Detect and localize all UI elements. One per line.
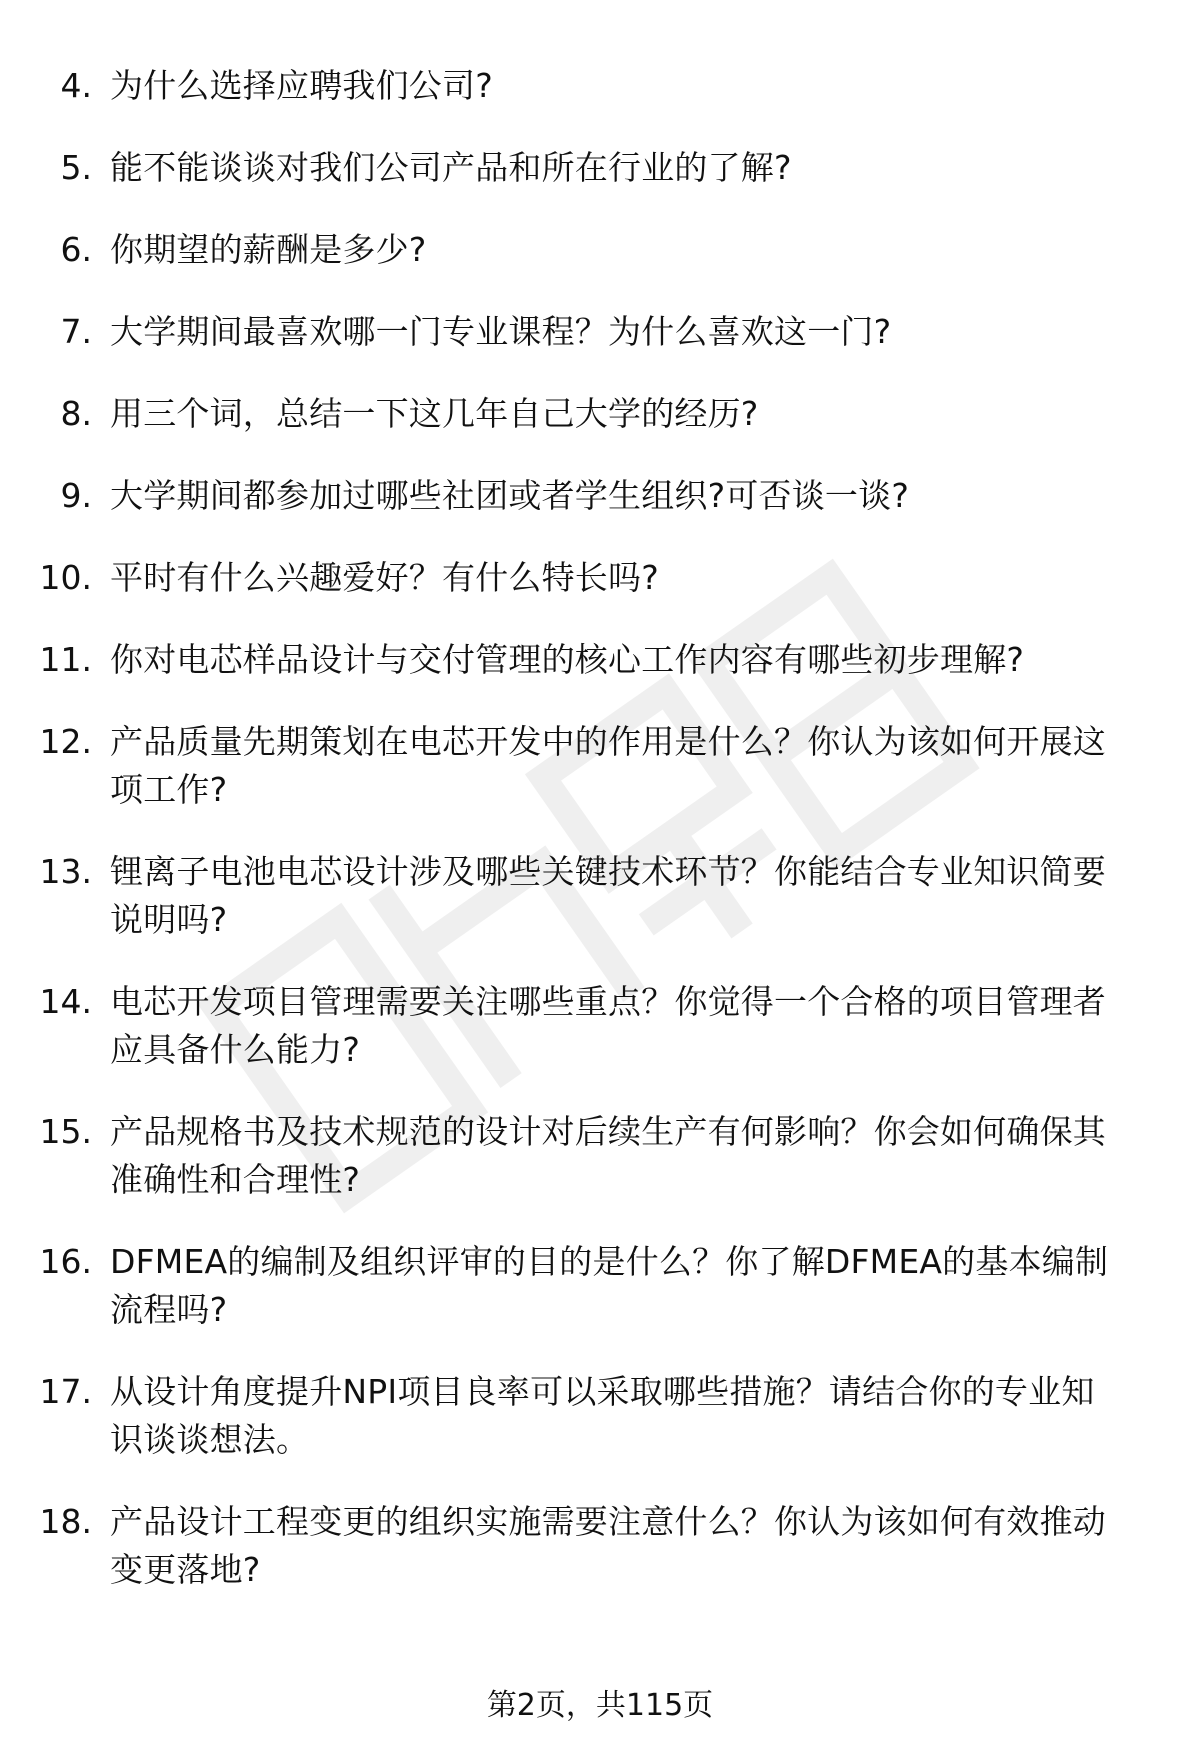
- question-text: 产品规格书及技术规范的设计对后续生产有何影响？你会如何确保其准确性和合理性?: [110, 1112, 1106, 1199]
- question-item: [0, 1368, 1200, 1464]
- question-item: [0, 978, 1200, 1074]
- question-number: 15.: [39, 1112, 92, 1151]
- question-number: 13.: [39, 852, 92, 891]
- question-text: 用三个词，总结一下这几年自己大学的经历?: [110, 394, 759, 433]
- question-number: 6.: [60, 230, 92, 269]
- question-item: [0, 554, 1200, 602]
- question-text: 大学期间都参加过哪些社团或者学生组织?可否谈一谈?: [110, 476, 910, 515]
- question-text: 你期望的薪酬是多少?: [110, 230, 427, 269]
- question-number: 5.: [60, 148, 92, 187]
- question-text: DFMEA的编制及组织评审的目的是什么？你了解DFMEA的基本编制流程吗?: [110, 1242, 1109, 1329]
- question-item: [0, 848, 1200, 944]
- question-text: 为什么选择应聘我们公司?: [110, 66, 493, 105]
- question-text: 产品质量先期策划在电芯开发中的作用是什么？你认为该如何开展这项工作?: [110, 722, 1106, 809]
- question-text: 大学期间最喜欢哪一门专业课程？为什么喜欢这一门?: [110, 312, 892, 351]
- question-item: [0, 390, 1200, 438]
- question-item: [0, 1498, 1200, 1594]
- question-number: 9.: [60, 476, 92, 515]
- question-number: 14.: [39, 982, 92, 1021]
- question-item: [0, 1108, 1200, 1204]
- question-number: 4.: [60, 66, 92, 105]
- question-text: 电芯开发项目管理需要关注哪些重点？你觉得一个合格的项目管理者应具备什么能力?: [110, 982, 1106, 1069]
- question-number: 10.: [39, 558, 92, 597]
- question-item: [0, 226, 1200, 274]
- question-item: [0, 308, 1200, 356]
- question-item: [0, 636, 1200, 684]
- question-item: [0, 472, 1200, 520]
- question-item: [0, 144, 1200, 192]
- question-text: 产品设计工程变更的组织实施需要注意什么？你认为该如何有效推动变更落地?: [110, 1502, 1106, 1589]
- question-number: 12.: [39, 722, 92, 761]
- page-number-footer: 第2页，共115页: [486, 1688, 714, 1723]
- question-number: 18.: [39, 1502, 92, 1541]
- question-item: [0, 718, 1200, 814]
- question-text: 平时有什么兴趣爱好？有什么特长吗?: [110, 558, 659, 597]
- question-number: 17.: [39, 1372, 92, 1411]
- question-number: 8.: [60, 394, 92, 433]
- question-number: 7.: [60, 312, 92, 351]
- question-number: 11.: [39, 640, 92, 679]
- question-number: 16.: [39, 1242, 92, 1281]
- question-text: 你对电芯样品设计与交付管理的核心工作内容有哪些初步理解?: [110, 640, 1025, 679]
- question-text: 从设计角度提升NPI项目良率可以采取哪些措施？请结合你的专业知识谈谈想法。: [110, 1372, 1095, 1459]
- question-item: [0, 1238, 1200, 1334]
- question-text: 锂离子电池电芯设计涉及哪些关键技术环节？你能结合专业知识简要说明吗?: [110, 852, 1106, 939]
- interview-question-list: [0, 62, 1200, 1628]
- question-text: 能不能谈谈对我们公司产品和所在行业的了解?: [110, 148, 792, 187]
- question-item: [0, 62, 1200, 110]
